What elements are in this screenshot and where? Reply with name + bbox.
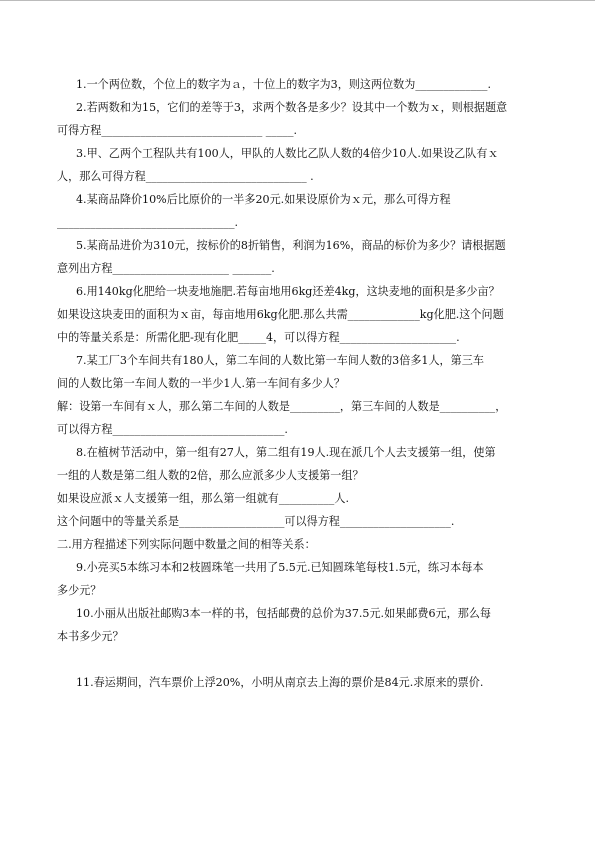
problem-7-line-3: 解：设第一车间有ｘ人，那么第二车间的人数是_________，第三车间的人数是__________， [57, 400, 507, 413]
problem-10-line-2: 本书多少元？ [57, 630, 124, 643]
problem-5-line-2: 意列出方程_____________________ _______. [57, 262, 275, 275]
problem-7-line-2: 间的人数比第一车间人数的一半少1人.第一车间有多少人？ [57, 377, 345, 390]
problem-6-line-3: 中的等量关系是：所需化肥-现有化肥_____4，可以得方程_____________________. [57, 331, 460, 344]
problem-2-line-2: 可得方程_____________________________ _____. [57, 124, 298, 137]
problem-9-line-1: 9.小亮买5本练习本和2枝圆珠笔一共用了5.5元.已知圆珠笔每枝1.5元，练习本每本 [76, 561, 484, 574]
problem-8-line-2: 一组的人数是第二组人数的2倍，那么应派多少人支援第一组？ [57, 469, 364, 482]
problem-3-line-1: 3.甲、乙两个工程队共有100人，甲队的人数比乙队人数的4倍少10人.如果设乙队有ｘ [76, 147, 499, 160]
problem-7-line-4: 可以得方程_______________________________. [57, 423, 288, 436]
problem-8-line-3: 如果设应派ｘ人支援第一组，那么第一组就有__________人. [57, 492, 349, 505]
top-border-line [0, 0, 595, 1]
problem-11: 11.春运期间，汽车票价上浮20%，小明从南京去上海的票价是84元.求原来的票价. [76, 676, 484, 689]
problem-2-line-1: 2.若两数和为15，它们的差等于3，求两个数各是多少？设其中一个数为ｘ，则根据题意 [76, 101, 508, 114]
problem-6-line-1: 6.用140kg化肥给一块麦地施肥.若每亩地用6kg还差4kg，这块麦地的面积是多少亩？ [76, 285, 500, 298]
problem-4-line-2: ________________________________. [57, 216, 239, 229]
problem-8-line-1: 8.在植树节活动中，第一组有27人，第二组有19人.现在派几个人去支援第一组，使第 [76, 446, 496, 459]
problem-6-line-2: 如果设这块麦田的面积为ｘ亩，每亩地用6kg化肥.那么共需_____________kg化肥.这个问题 [57, 308, 504, 321]
problem-1: 1.一个两位数，个位上的数字为ａ，十位上的数字为3，则这两位数为_____________. [76, 78, 492, 91]
section-2-heading: 二.用方程描述下列实际问题中数量之间的相等关系： [57, 538, 316, 551]
problem-9-line-2: 多少元？ [57, 584, 102, 597]
problem-5-line-1: 5.某商品进价为310元，按标价的8折销售，利润为16%，商品的标价为多少？请根据题 [76, 239, 506, 252]
problem-7-line-1: 7.某工厂3个车间共有180人，第二车间的人数比第一车间人数的3倍多1人，第三车 [76, 354, 484, 367]
problem-4-line-1: 4.某商品降价10%后比原价的一半多20元.如果设原价为ｘ元，那么可得方程 [76, 193, 451, 206]
problem-8-line-4: 这个问题中的等量关系是___________________可以得方程____________________. [57, 515, 455, 528]
problem-10-line-1: 10.小丽从出版社邮购3本一样的书，包括邮费的总价为37.5元.如果邮费6元，那么每 [76, 607, 491, 620]
problem-3-line-2: 人，那么可得方程_____________________________ . [57, 170, 314, 183]
